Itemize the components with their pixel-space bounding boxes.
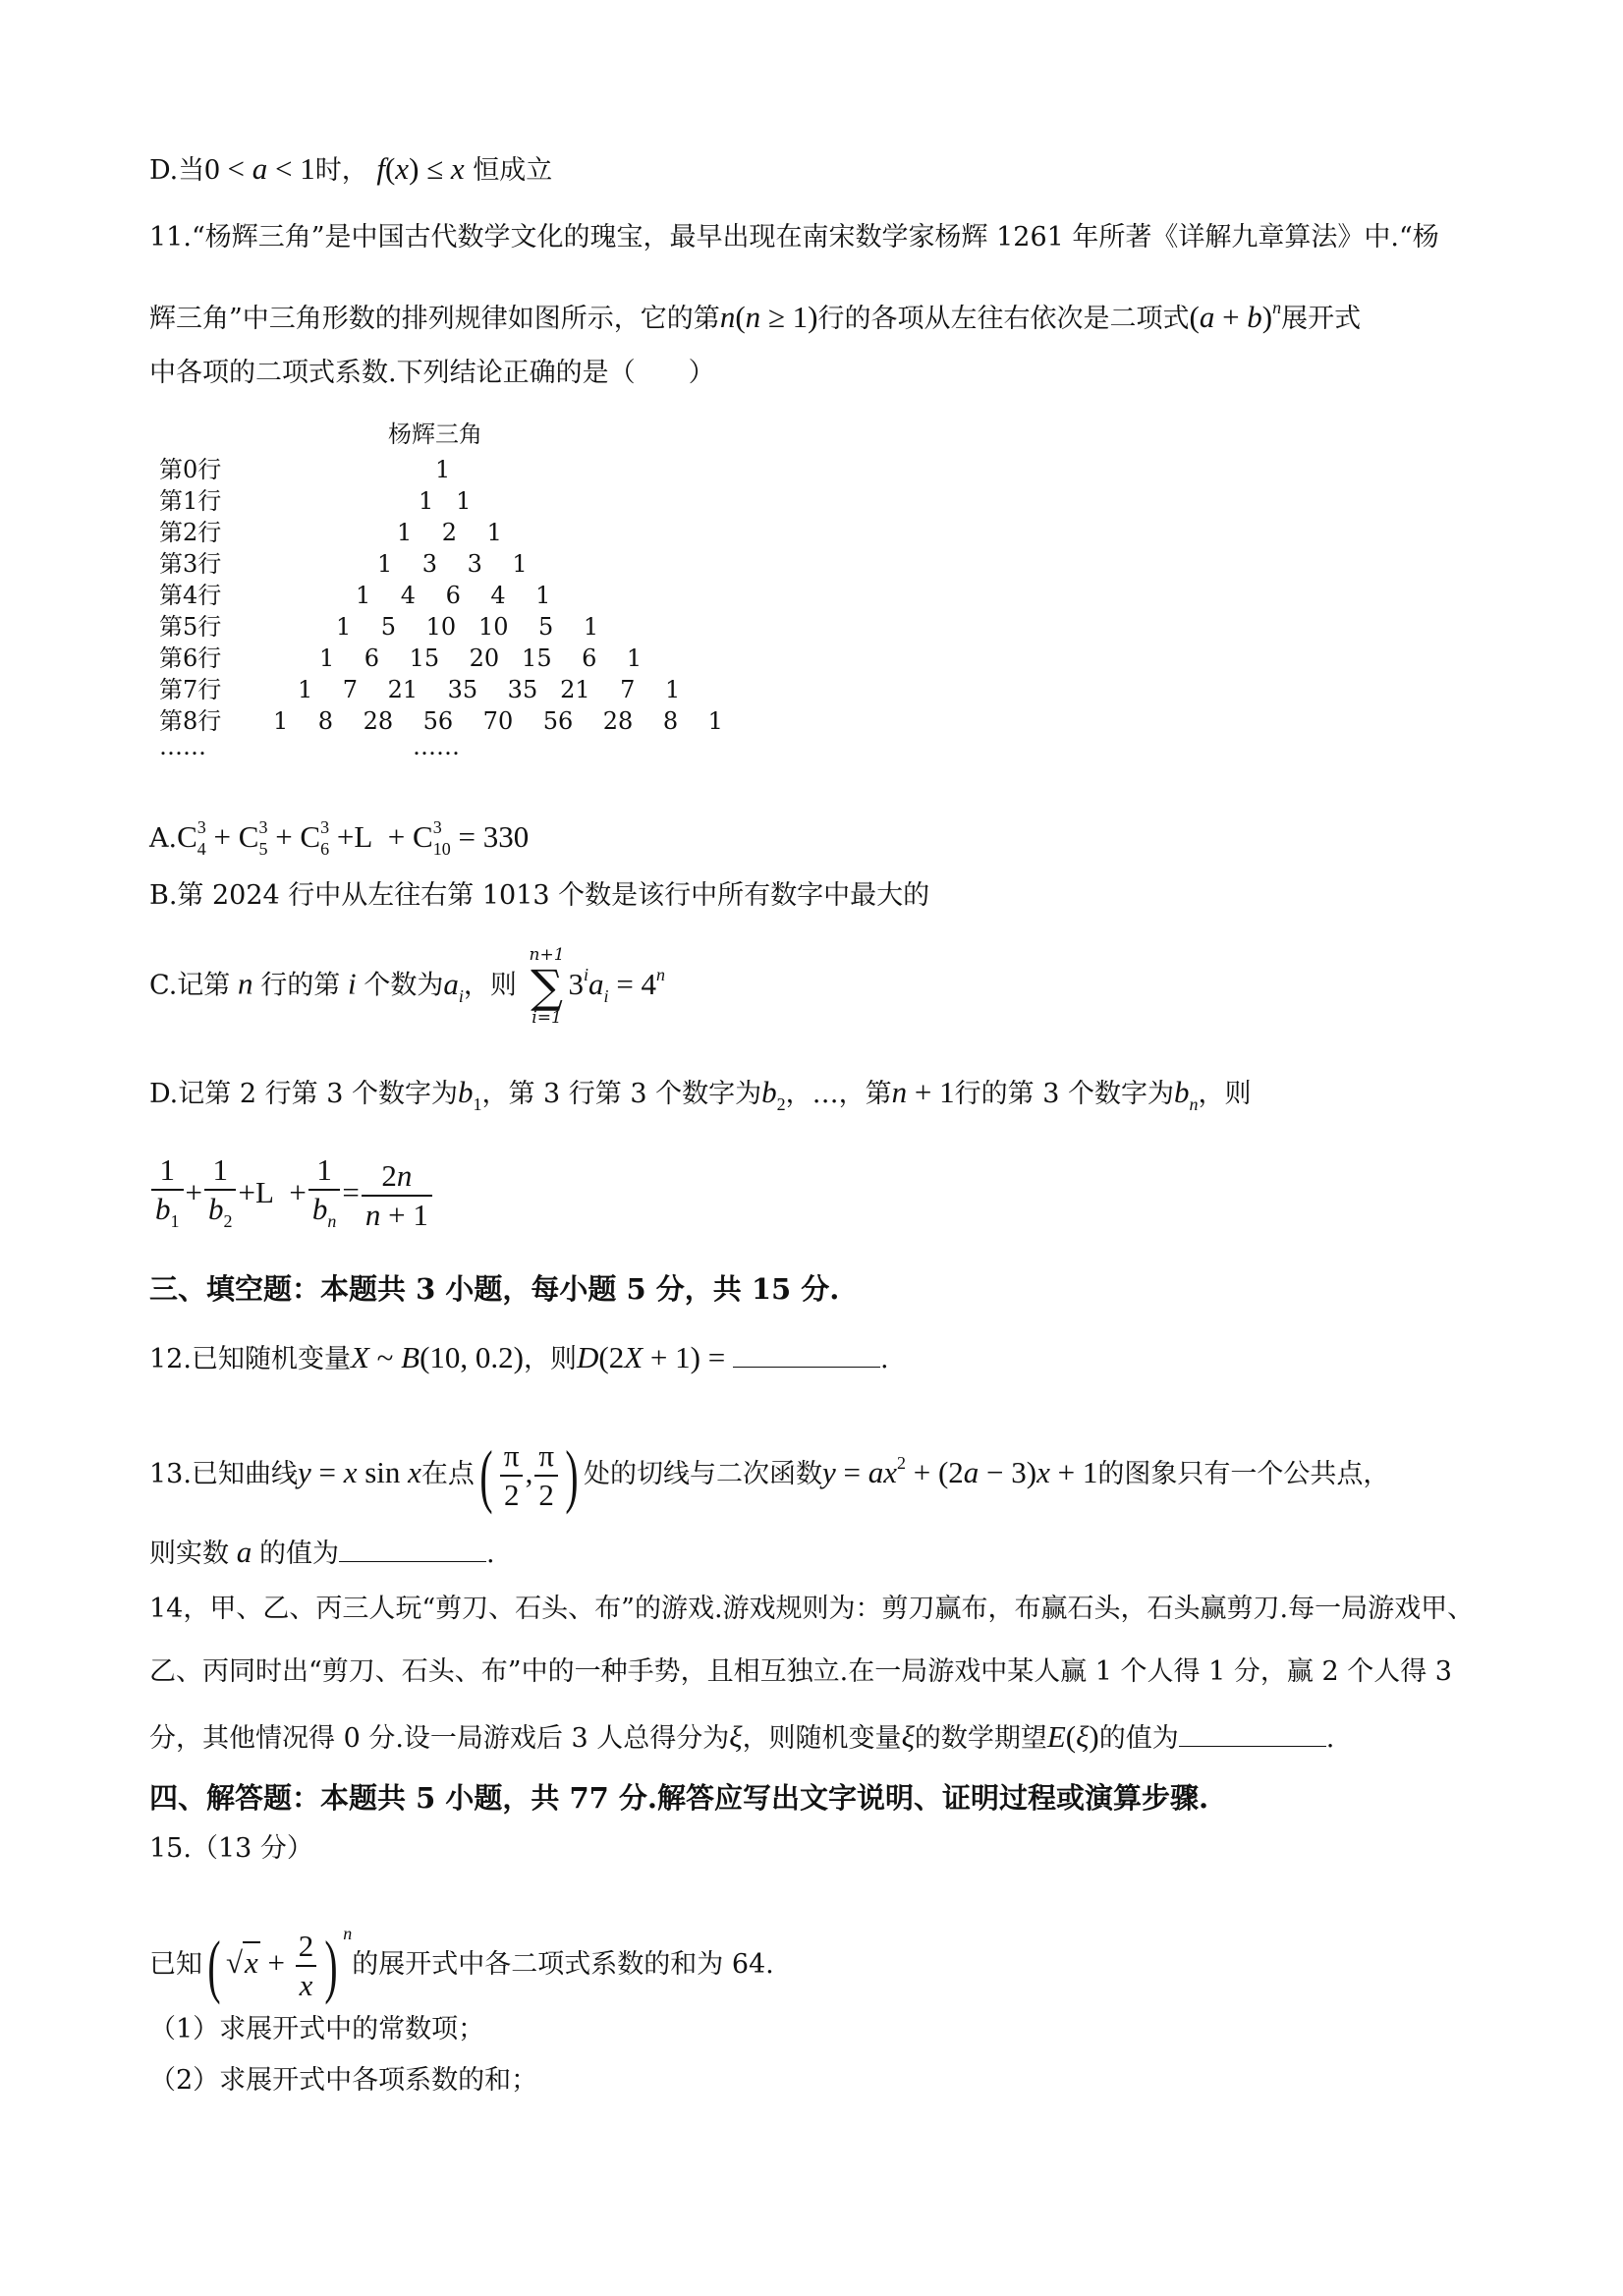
q11-a-label: A.: [149, 823, 178, 854]
q11-d-formula: $\frac{1}{b_1}$ + $\frac{1}{b_2}$ +L + $\frac{1}{b_n}$ = $\frac{2n}{n + 1}$: [149, 1151, 434, 1240]
q11-c-d: ，则: [463, 970, 517, 1001]
q10-d-end: 恒成立: [473, 155, 553, 186]
answer-blank[interactable]: [339, 1536, 486, 1562]
q14-expect: E(ξ): [1046, 1719, 1099, 1754]
q11-d-d: 行的第 3 个数字为: [954, 1079, 1174, 1109]
q11-d-a: D.记第 2 行第 3 个数字为: [149, 1079, 458, 1109]
q11-line2a: 辉三角”中三角形数的排列规律如图所示，它的第: [149, 304, 720, 334]
row-label: 第2行: [159, 519, 222, 546]
row-numbers: 1 8 28 56 70 56 28 8 1: [273, 707, 723, 735]
q14-line1: 14，甲、乙、丙三人玩“剪刀、石头、布”的游戏.游戏规则为：剪刀赢布，布赢石头，石头赢剪刀.每一局游戏甲、: [149, 1594, 1475, 1624]
q11-option-d: [149, 1073, 1251, 1124]
q13-line2: 则实数 a 的值为 .: [149, 1535, 495, 1569]
q14-3d: 的值为: [1098, 1723, 1179, 1754]
q12-b: ，则: [524, 1344, 578, 1374]
q11-d-b: ，第 3 行第 3 个数字为: [481, 1079, 762, 1109]
q13-a: 13.已知曲线: [149, 1459, 298, 1490]
row-label: 第3行: [159, 550, 222, 578]
q11-d-bn: $b_n$: [1173, 1075, 1199, 1114]
q11-c-ai: $a_i$: [443, 966, 464, 1006]
q14-xi: ξ: [729, 1719, 743, 1754]
row-numbers: 1 4 6 4 1: [356, 582, 551, 609]
q11-a-formula: $C^3_4 + C^3_5 + C^3_6 +L + C^3_{10} = 330$: [177, 817, 530, 859]
section3-heading: 三、填空题：本题共 3 小题，每小题 5 分，共 15 分.: [149, 1272, 840, 1306]
row-numbers: 1 2 1: [397, 519, 502, 546]
q11-option-c: [149, 945, 665, 1028]
q14-3b: ，则随机变量: [742, 1723, 902, 1754]
q14-xi: ξ: [901, 1719, 915, 1754]
q10-d-label: D.当: [149, 155, 205, 186]
row-numbers: 1 6 15 20 15 6 1: [319, 644, 643, 672]
q13-e: 则实数: [149, 1539, 229, 1569]
row-numbers: 1 1: [419, 487, 472, 515]
q11-c-sum-body: $3^ia_i = 4^n$: [568, 964, 666, 1006]
q11-d-b2: $b_2$: [761, 1075, 786, 1114]
q12-expr: D(2X + 1) =: [577, 1340, 733, 1374]
row-numbers: 1 5 10 10 5 1: [336, 613, 599, 641]
q15-expression: ( √x + $\frac{2}{x}$ ) $^n$: [207, 1924, 353, 2005]
q15-part1: （1）求展开式中的常数项；: [149, 2014, 485, 2044]
q13: [149, 1436, 1389, 1515]
q13-quadratic: $y = ax^2 + (2a - 3)x + 1$: [821, 1453, 1098, 1490]
row-numbers: 1: [435, 456, 451, 483]
q13-point: ( $\frac{\pi}{2}$ , $\frac{\pi}{2}$ ): [479, 1436, 579, 1515]
q11-line2b: 行的各项从左往右依次是二项式: [817, 304, 1190, 334]
q10-d-cond: 0 < a < 1: [204, 151, 315, 186]
section4-heading: 四、解答题：本题共 5 小题，共 77 分.解答应写出文字说明、证明过程或演算步骤.: [149, 1781, 1209, 1815]
q12-dist: X ~ B(10, 0.2): [350, 1340, 525, 1374]
q13-b: 在点: [420, 1459, 475, 1490]
q11-c-a: C.记第: [149, 970, 231, 1001]
yanghui-triangle: [0, 0, 723, 786]
q14-3c: 的数学期望: [914, 1723, 1047, 1754]
row-label: 第1行: [159, 487, 222, 515]
q11-d-e: ，则: [1198, 1079, 1252, 1109]
summation: n+1 ∑ i=1: [529, 945, 565, 1028]
row-numbers: 1 3 3 1: [377, 550, 528, 578]
q15-stem: [149, 1914, 774, 2005]
q15-part2: （2）求展开式中各项系数的和；: [149, 2065, 538, 2096]
q13-c: 处的切线与二次函数: [583, 1459, 822, 1490]
q11-option-a: [149, 808, 529, 868]
row-label: 第6行: [159, 644, 222, 672]
answer-blank[interactable]: [733, 1341, 880, 1368]
q11-option-b: B.第 2024 行中从左往右第 1013 个数是该行中所有数字中最大的: [149, 880, 930, 911]
row-label: 第5行: [159, 613, 222, 641]
q11-binomial: $(a + b)^n$: [1189, 298, 1282, 334]
q12: 12.已知随机变量X ~ B(10, 0.2)，则D(2X + 1) = .: [149, 1340, 889, 1374]
q11-line3: 中各项的二项式系数.下列结论正确的是（ ）: [149, 358, 715, 388]
q11-d-n1: n + 1: [891, 1075, 955, 1109]
q11-line1: 11.“杨辉三角”是中国古代数学文化的瑰宝，最早出现在南宋数学家杨辉 1261 年所著《详解九章算法》中.“杨: [149, 222, 1439, 252]
ellipsis-left: ……: [159, 733, 206, 760]
q14-line2: 乙、丙同时出“剪刀、石头、布”中的一种手势，且相互独立.在一局游戏中某人赢 1 个人得 1 分，赢 2 个人得 3: [149, 1656, 1452, 1687]
q13-d: 的图象只有一个公共点，: [1097, 1459, 1390, 1490]
ellipsis-center: ……: [413, 733, 460, 760]
q11-c-b: 行的第: [260, 970, 341, 1001]
q11-c-c: 个数为: [364, 970, 444, 1001]
row-label: 第7行: [159, 676, 222, 703]
q11-row-n: n(n ≥ 1): [719, 300, 818, 334]
q14-line3: 分，其他情况得 0 分.设一局游戏后 3 人总得分为ξ，则随机变量ξ的数学期望E(ξ)的值为 .: [149, 1719, 1335, 1754]
q11-d-c: ，…，第: [785, 1079, 892, 1109]
q11-d-b1: $b_1$: [457, 1075, 482, 1114]
q14-3a: 分，其他情况得 0 分.设一局游戏后 3 人总得分为: [149, 1723, 730, 1754]
q12-a: 12.已知随机变量: [149, 1344, 351, 1374]
q15-title: 15.（13 分）: [149, 1833, 313, 1864]
q13-a-var: a: [229, 1535, 259, 1569]
answer-blank[interactable]: [1179, 1720, 1326, 1747]
row-label: 第4行: [159, 582, 222, 609]
q11-c-n: n: [230, 966, 261, 1001]
q13-f: 的值为: [259, 1539, 339, 1569]
q15-b: 的展开式中各二项式系数的和为 64.: [352, 1949, 774, 1980]
q11-c-i: i: [340, 966, 364, 1001]
q15-a: 已知: [149, 1949, 202, 1980]
row-label: 第0行: [159, 456, 222, 483]
row-label: 第8行: [159, 707, 222, 735]
row-numbers: 1 7 21 35 35 21 7 1: [298, 676, 681, 703]
q13-curve: y = x sin x: [297, 1455, 421, 1490]
q10-d-tail: 时，: [314, 155, 368, 186]
triangle-title: 杨辉三角: [388, 420, 482, 448]
q10-d-ineq: f(x) ≤ x: [376, 151, 465, 186]
q11-line2c: 展开式: [1281, 304, 1362, 334]
